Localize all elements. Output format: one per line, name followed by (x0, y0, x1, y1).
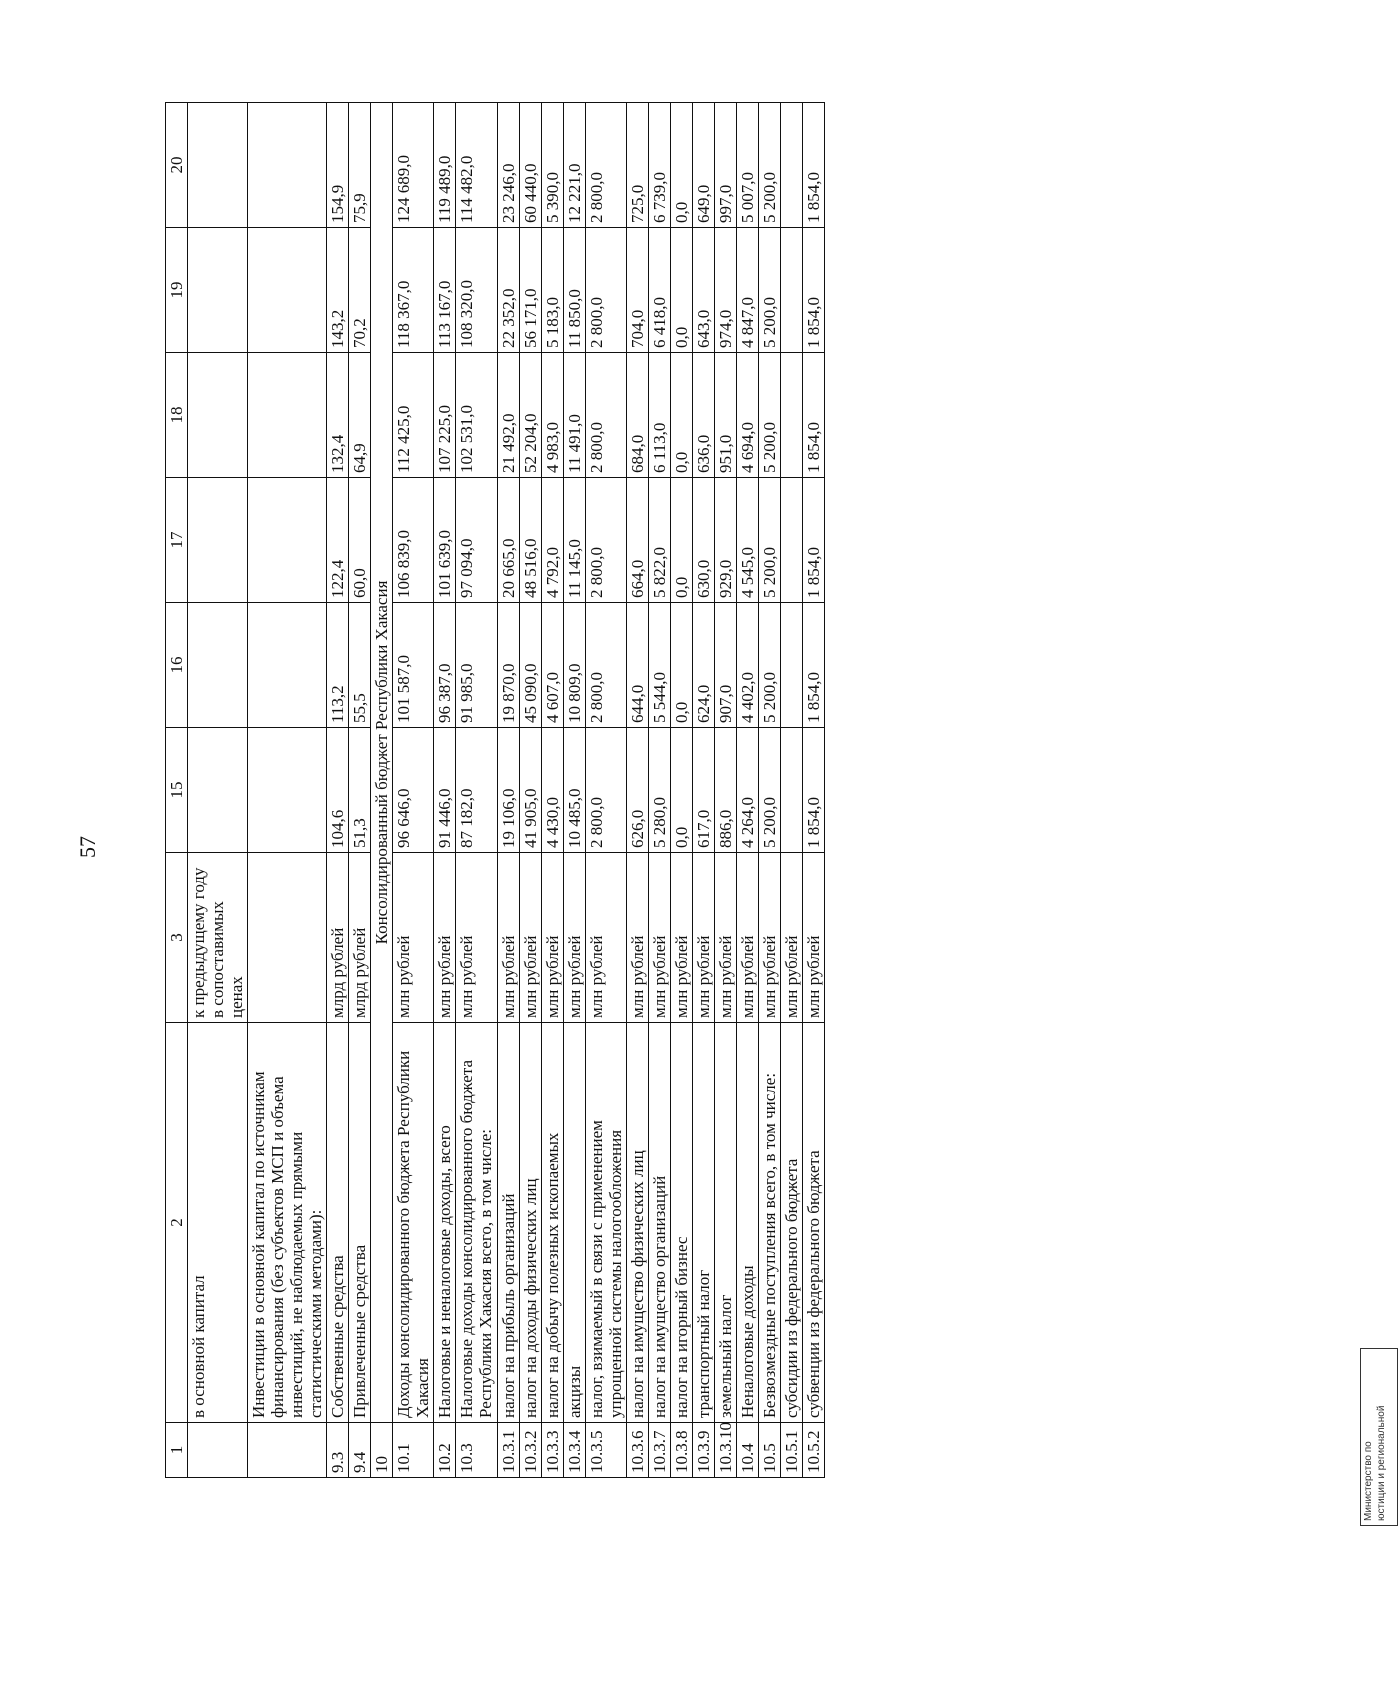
unit-cell: млн рублей (758, 853, 780, 1023)
value-cell (780, 478, 802, 603)
value-cell: 70,2 (349, 228, 371, 353)
value-cell: 154,9 (327, 103, 349, 228)
value-cell: 41 905,0 (519, 728, 541, 853)
value-cell: 5 200,0 (758, 478, 780, 603)
value-cell: 649,0 (692, 103, 714, 228)
value-cell: 122,4 (327, 478, 349, 603)
unit-cell: млн рублей (670, 853, 692, 1023)
value-cell: 1 854,0 (802, 603, 824, 728)
value-cell (780, 228, 802, 353)
row-code: 9.3 (327, 1423, 349, 1478)
indicator-name: налог на имущество организаций (648, 1023, 670, 1423)
value-cell: 636,0 (692, 353, 714, 478)
value-cell: 107 225,0 (434, 353, 456, 478)
section-row (371, 103, 393, 1478)
indicator-name: Инвестиции в основной капитал по источникам финансирования (без субъектов МСП и объема инвестиций, не наблюдаемых прямыми статистическими методами): (248, 1023, 327, 1423)
unit-cell: млн рублей (456, 853, 497, 1023)
value-cell: 617,0 (692, 728, 714, 853)
value-cell: 119 489,0 (434, 103, 456, 228)
ministry-stamp (1360, 1348, 1398, 1526)
table-row (393, 103, 434, 1478)
value-cell: 1 854,0 (802, 728, 824, 853)
indicator-name: акцизы (563, 1023, 585, 1423)
value-cell: 114 482,0 (456, 103, 497, 228)
value-cell: 4 792,0 (541, 478, 563, 603)
value-cell: 101 587,0 (393, 603, 434, 728)
indicator-name: налог на доходы физических лиц (519, 1023, 541, 1423)
unit-cell: млн рублей (780, 853, 802, 1023)
indicator-name: транспортный налог (692, 1023, 714, 1423)
value-cell: 4 430,0 (541, 728, 563, 853)
value-cell: 5 200,0 (758, 103, 780, 228)
row-code: 10.3.3 (541, 1423, 563, 1478)
value-cell (780, 353, 802, 478)
value-cell: 10 809,0 (563, 603, 585, 728)
value-cell: 4 847,0 (736, 228, 758, 353)
value-cell: 20 665,0 (497, 478, 519, 603)
column-header: 20 (166, 103, 188, 228)
value-cell: 4 545,0 (736, 478, 758, 603)
unit-cell: млн рублей (434, 853, 456, 1023)
value-cell: 2 800,0 (585, 728, 626, 853)
value-cell: 112 425,0 (393, 353, 434, 478)
row-code: 10.4 (736, 1423, 758, 1478)
value-cell: 124 689,0 (393, 103, 434, 228)
value-cell: 87 182,0 (456, 728, 497, 853)
column-header: 15 (166, 728, 188, 853)
table-row (626, 103, 648, 1478)
value-cell: 643,0 (692, 228, 714, 353)
value-cell (188, 478, 248, 603)
column-header: 3 (166, 853, 188, 1023)
rotated-table-container (165, 103, 1035, 1478)
table-row (563, 103, 585, 1478)
value-cell: 624,0 (692, 603, 714, 728)
value-cell: 2 800,0 (585, 353, 626, 478)
value-cell: 75,9 (349, 103, 371, 228)
table-row (802, 103, 824, 1478)
indicator-name: Неналоговые доходы (736, 1023, 758, 1423)
value-cell: 104,6 (327, 728, 349, 853)
row-code: 10.3.6 (626, 1423, 648, 1478)
indicator-name: субсидии из федерального бюджета (780, 1023, 802, 1423)
value-cell: 2 800,0 (585, 103, 626, 228)
table-row (585, 103, 626, 1478)
value-cell: 5 544,0 (648, 603, 670, 728)
value-cell: 0,0 (670, 353, 692, 478)
value-cell: 886,0 (714, 728, 736, 853)
value-cell: 1 854,0 (802, 353, 824, 478)
unit-cell: млн рублей (541, 853, 563, 1023)
value-cell: 113 167,0 (434, 228, 456, 353)
table-row (188, 103, 248, 1478)
unit-cell: млн рублей (802, 853, 824, 1023)
column-header: 1 (166, 1423, 188, 1478)
section-title: Консолидированный бюджет Республики Хакасия (371, 103, 393, 1423)
indicator-name: налог на добычу полезных ископаемых (541, 1023, 563, 1423)
table-header-row (166, 103, 188, 1478)
row-code: 10.3.8 (670, 1423, 692, 1478)
stamp-line-1: Министерство по (1363, 1441, 1374, 1521)
unit-cell: млрд рублей (349, 853, 371, 1023)
unit-cell (248, 853, 327, 1023)
value-cell: 6 113,0 (648, 353, 670, 478)
row-code: 10.5.2 (802, 1423, 824, 1478)
indicator-name: земельный налог (714, 1023, 736, 1423)
row-code: 10.3.10 (714, 1423, 736, 1478)
value-cell: 626,0 (626, 728, 648, 853)
table-row (780, 103, 802, 1478)
unit-cell: млн рублей (648, 853, 670, 1023)
unit-cell: млн рублей (519, 853, 541, 1023)
value-cell: 4 983,0 (541, 353, 563, 478)
indicator-name: Привлеченные средства (349, 1023, 371, 1423)
value-cell (248, 603, 327, 728)
value-cell: 907,0 (714, 603, 736, 728)
value-cell: 1 854,0 (802, 228, 824, 353)
value-cell: 118 367,0 (393, 228, 434, 353)
value-cell: 22 352,0 (497, 228, 519, 353)
value-cell (248, 228, 327, 353)
value-cell: 951,0 (714, 353, 736, 478)
indicator-name: налог, взимаемый в связи с применением упрощенной системы налогообложения (585, 1023, 626, 1423)
value-cell: 45 090,0 (519, 603, 541, 728)
value-cell: 101 639,0 (434, 478, 456, 603)
value-cell: 6 739,0 (648, 103, 670, 228)
table-row (670, 103, 692, 1478)
unit-cell: к предыдущему году в сопоставимых ценах (188, 853, 248, 1023)
value-cell: 5 200,0 (758, 728, 780, 853)
page-number: 57 (75, 836, 100, 858)
value-cell: 0,0 (670, 228, 692, 353)
table-row (327, 103, 349, 1478)
value-cell (188, 228, 248, 353)
value-cell: 48 516,0 (519, 478, 541, 603)
value-cell: 108 320,0 (456, 228, 497, 353)
value-cell (248, 103, 327, 228)
table-row (456, 103, 497, 1478)
value-cell: 143,2 (327, 228, 349, 353)
row-code: 10.3.9 (692, 1423, 714, 1478)
stamp-line-2: юстиции и региональной (1375, 1405, 1387, 1521)
value-cell: 1 854,0 (802, 103, 824, 228)
value-cell: 684,0 (626, 353, 648, 478)
indicator-name: Собственные средства (327, 1023, 349, 1423)
value-cell: 4 402,0 (736, 603, 758, 728)
value-cell: 96 646,0 (393, 728, 434, 853)
table-row (714, 103, 736, 1478)
unit-cell: млн рублей (585, 853, 626, 1023)
row-code: 10.3.2 (519, 1423, 541, 1478)
unit-cell: млн рублей (497, 853, 519, 1023)
table-row (736, 103, 758, 1478)
value-cell: 997,0 (714, 103, 736, 228)
value-cell (188, 353, 248, 478)
value-cell (780, 103, 802, 228)
value-cell: 1 854,0 (802, 478, 824, 603)
value-cell: 5 200,0 (758, 228, 780, 353)
table-row (248, 103, 327, 1478)
value-cell: 664,0 (626, 478, 648, 603)
row-code (188, 1423, 248, 1478)
value-cell (248, 478, 327, 603)
value-cell: 4 607,0 (541, 603, 563, 728)
row-code: 10.1 (393, 1423, 434, 1478)
value-cell (780, 728, 802, 853)
value-cell: 19 106,0 (497, 728, 519, 853)
unit-cell: млрд рублей (327, 853, 349, 1023)
value-cell: 11 145,0 (563, 478, 585, 603)
row-code: 10.2 (434, 1423, 456, 1478)
value-cell: 5 007,0 (736, 103, 758, 228)
unit-cell: млн рублей (714, 853, 736, 1023)
unit-cell: млн рублей (692, 853, 714, 1023)
table-row (541, 103, 563, 1478)
value-cell: 6 418,0 (648, 228, 670, 353)
row-code: 10.3.7 (648, 1423, 670, 1478)
table-row (434, 103, 456, 1478)
table-row (648, 103, 670, 1478)
value-cell: 102 531,0 (456, 353, 497, 478)
value-cell: 64,9 (349, 353, 371, 478)
value-cell: 704,0 (626, 228, 648, 353)
indicator-name: налог на имущество физических лиц (626, 1023, 648, 1423)
row-code (248, 1423, 327, 1478)
indicator-name: в основной капитал (188, 1023, 248, 1423)
value-cell (248, 728, 327, 853)
value-cell: 12 221,0 (563, 103, 585, 228)
value-cell: 2 800,0 (585, 228, 626, 353)
value-cell: 56 171,0 (519, 228, 541, 353)
value-cell: 5 280,0 (648, 728, 670, 853)
row-code: 10 (371, 1423, 393, 1478)
value-cell: 0,0 (670, 103, 692, 228)
value-cell (188, 603, 248, 728)
value-cell: 55,5 (349, 603, 371, 728)
value-cell: 11 491,0 (563, 353, 585, 478)
table-row (497, 103, 519, 1478)
budget-table (165, 102, 825, 1478)
value-cell: 11 850,0 (563, 228, 585, 353)
table-row (349, 103, 371, 1478)
column-header: 19 (166, 228, 188, 353)
value-cell: 96 387,0 (434, 603, 456, 728)
indicator-name: субвенции из федерального бюджета (802, 1023, 824, 1423)
unit-cell: млн рублей (736, 853, 758, 1023)
value-cell: 132,4 (327, 353, 349, 478)
row-code: 10.5 (758, 1423, 780, 1478)
row-code: 10.3.1 (497, 1423, 519, 1478)
value-cell: 5 183,0 (541, 228, 563, 353)
value-cell (188, 103, 248, 228)
unit-cell: млн рублей (626, 853, 648, 1023)
table-row (758, 103, 780, 1478)
value-cell: 5 390,0 (541, 103, 563, 228)
value-cell: 5 822,0 (648, 478, 670, 603)
value-cell: 5 200,0 (758, 603, 780, 728)
value-cell: 974,0 (714, 228, 736, 353)
value-cell: 2 800,0 (585, 603, 626, 728)
value-cell: 60 440,0 (519, 103, 541, 228)
indicator-name: Доходы консолидированного бюджета Республики Хакасия (393, 1023, 434, 1423)
indicator-name: налог на прибыль организаций (497, 1023, 519, 1423)
value-cell: 644,0 (626, 603, 648, 728)
unit-cell: млн рублей (393, 853, 434, 1023)
value-cell (248, 353, 327, 478)
value-cell: 725,0 (626, 103, 648, 228)
column-header: 17 (166, 478, 188, 603)
value-cell: 0,0 (670, 478, 692, 603)
value-cell: 23 246,0 (497, 103, 519, 228)
row-code: 10.5.1 (780, 1423, 802, 1478)
value-cell: 51,3 (349, 728, 371, 853)
value-cell: 929,0 (714, 478, 736, 603)
table-row (692, 103, 714, 1478)
value-cell: 97 094,0 (456, 478, 497, 603)
value-cell: 630,0 (692, 478, 714, 603)
table-row (519, 103, 541, 1478)
column-header: 18 (166, 353, 188, 478)
row-code: 10.3.5 (585, 1423, 626, 1478)
row-code: 10.3 (456, 1423, 497, 1478)
indicator-name: Налоговые доходы консолидированного бюджета Республики Хакасия всего, в том числе: (456, 1023, 497, 1423)
value-cell: 21 492,0 (497, 353, 519, 478)
value-cell: 5 200,0 (758, 353, 780, 478)
column-header: 16 (166, 603, 188, 728)
value-cell: 4 694,0 (736, 353, 758, 478)
unit-cell: млн рублей (563, 853, 585, 1023)
value-cell: 113,2 (327, 603, 349, 728)
value-cell: 52 204,0 (519, 353, 541, 478)
value-cell: 10 485,0 (563, 728, 585, 853)
value-cell: 60,0 (349, 478, 371, 603)
row-code: 10.3.4 (563, 1423, 585, 1478)
row-code: 9.4 (349, 1423, 371, 1478)
value-cell: 2 800,0 (585, 478, 626, 603)
value-cell: 0,0 (670, 603, 692, 728)
value-cell (188, 728, 248, 853)
value-cell: 19 870,0 (497, 603, 519, 728)
indicator-name: налог на игорный бизнес (670, 1023, 692, 1423)
value-cell: 91 446,0 (434, 728, 456, 853)
value-cell: 106 839,0 (393, 478, 434, 603)
indicator-name: Налоговые и неналоговые доходы, всего (434, 1023, 456, 1423)
value-cell: 0,0 (670, 728, 692, 853)
column-header: 2 (166, 1023, 188, 1423)
value-cell: 4 264,0 (736, 728, 758, 853)
indicator-name: Безвозмездные поступления всего, в том числе: (758, 1023, 780, 1423)
value-cell (780, 603, 802, 728)
value-cell: 91 985,0 (456, 603, 497, 728)
